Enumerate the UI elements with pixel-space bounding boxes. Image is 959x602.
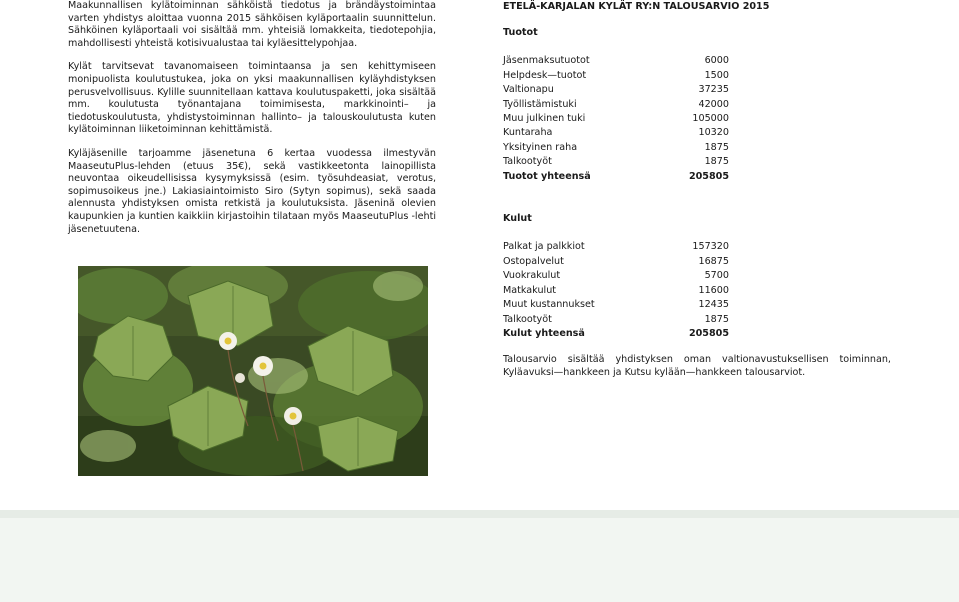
total-amount: 205805 [688, 170, 729, 182]
paragraph-training-support: Kylät tarvitsevat tavanomaiseen toimintaansa ja sen kehittymiseen monipuolista koulutustukea, joka on yksi maakunnallisen kyläyhdistyksen perusvelvollisuus. Kylille suunnitellaan kattava koulutuspaketti, joka sisältää mm. koulutusta työnantajana toimimisesta, markkinointi– ja tiedotuskoulutusta, yhdistystoiminnan hallinto– ja talouskoulutusta kuten kylätoiminnan liiketoiminnan kehittämistä. [68, 61, 436, 136]
table-row [503, 298, 729, 312]
wild-strawberry-photo [78, 266, 428, 476]
page-footer-band [0, 518, 959, 602]
table-row [503, 98, 729, 112]
table-row [503, 141, 729, 155]
budget-title: ETELÄ-KARJALAN KYLÄT RY:N TALOUSARVIO 2015 [503, 1, 770, 12]
row-amount: 5700 [704, 270, 729, 282]
row-amount: 105000 [692, 113, 729, 125]
row-amount: 11600 [698, 284, 729, 296]
income-heading: Tuotot [503, 27, 538, 38]
row-label: Jäsenmaksutuotot [503, 55, 590, 67]
row-label: Valtionapu [503, 84, 554, 96]
row-amount: 1875 [704, 141, 729, 153]
table-row [503, 83, 729, 97]
row-amount: 1875 [704, 156, 729, 168]
row-label: Työllistämistuki [503, 98, 577, 110]
total-amount: 205805 [688, 327, 729, 339]
row-amount: 1500 [704, 69, 729, 81]
table-row [503, 255, 729, 269]
row-label: Helpdesk—tuotot [503, 69, 587, 81]
row-label: Kuntaraha [503, 127, 553, 139]
row-label: Talkootyöt [503, 156, 552, 168]
left-text-column [68, 0, 436, 247]
table-row [503, 284, 729, 298]
row-label: Muu julkinen tuki [503, 113, 586, 125]
table-row [503, 269, 729, 283]
income-table [503, 54, 729, 184]
row-amount: 16875 [698, 255, 729, 267]
page-divider [0, 510, 959, 518]
row-amount: 10320 [698, 127, 729, 139]
table-row [503, 112, 729, 126]
row-label: Talkootyöt [503, 313, 552, 325]
row-label: Matkakulut [503, 284, 557, 296]
table-row [503, 54, 729, 68]
expenses-table [503, 240, 729, 341]
paragraph-village-portal: Maakunnallisen kylätoiminnan sähköistä tiedotus ja brändäystoimintaa varten yhdistys aloittaa vuonna 2015 sähköisen kyläportaalin suunnittelun. Sähköinen kyläportaali voi sisältää mm. yhteisiä lomakkeita, tiedotepohjia, mahdollisesti yhteistä kotisivualustaa tai kyläesittelypohjaa. [68, 0, 436, 49]
expenses-heading: Kulut [503, 213, 532, 225]
total-label: Tuotot yhteensä [503, 170, 591, 182]
row-amount: 157320 [692, 241, 729, 253]
paragraph-member-benefits: Kyläjäsenille tarjoamme jäsenetuna 6 kertaa vuodessa ilmestyvän MaaseutuPlus-lehden (etuus 35€), sekä vastikkeetonta lainopillista neuvontaa oikeudellisissa kysymyksissä (esim. työsuhdeasiat, verotus, sopimusoikeus jne.) Lakiasiaintoimisto Siro (Sytyn sopimus), sekä saada alennusta yhdistyksen omista retkistä ja koulutuksista. Jäseninä olevien kaupunkien ja kuntien kaikkiin kirjastoihin tilataan myös MaaseutuPlus -lehti jäsenetuutena. [68, 147, 436, 235]
table-row [503, 155, 729, 169]
row-amount: 1875 [704, 313, 729, 325]
row-amount: 12435 [698, 299, 729, 311]
row-amount: 42000 [698, 98, 729, 110]
table-row [503, 69, 729, 83]
row-label: Vuokrakulut [503, 270, 561, 282]
table-row [503, 313, 729, 327]
table-row [503, 126, 729, 140]
strawberry-plant-image [78, 266, 428, 476]
budget-note: Talousarvio sisältää yhdistyksen oman valtionavustuksellisen toiminnan, Kyläavuksi—hankkeen ja Kutsu kylään—hankkeen talousarviot. [503, 354, 891, 379]
row-amount: 6000 [704, 55, 729, 67]
expenses-total-row [503, 327, 729, 341]
row-label: Yksityinen raha [503, 141, 578, 153]
table-row [503, 240, 729, 254]
row-label: Palkat ja palkkiot [503, 241, 585, 253]
row-label: Muut kustannukset [503, 299, 595, 311]
income-total-row [503, 170, 729, 184]
total-label: Kulut yhteensä [503, 327, 585, 339]
row-label: Ostopalvelut [503, 255, 564, 267]
row-amount: 37235 [698, 84, 729, 96]
budget-column [503, 0, 891, 379]
